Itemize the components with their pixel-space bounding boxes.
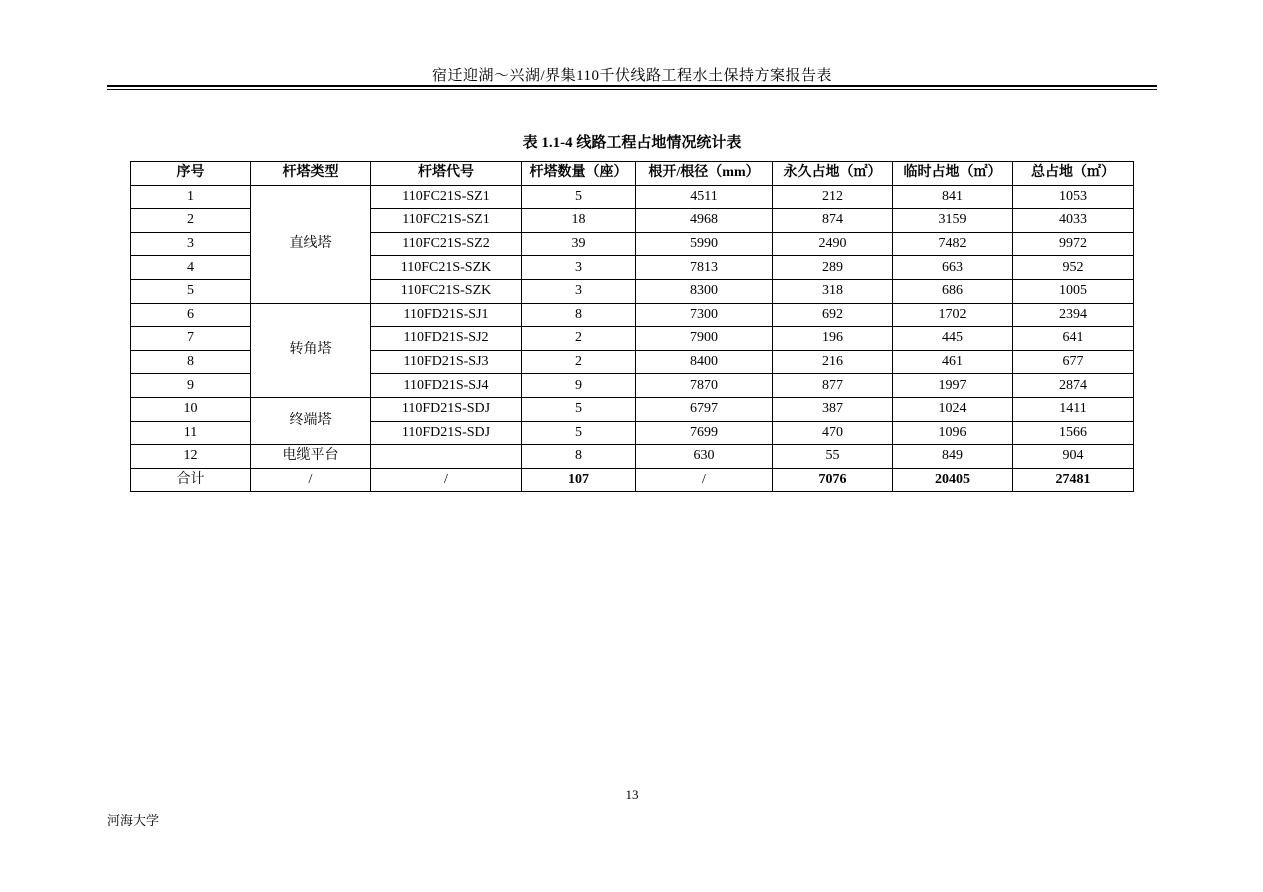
cell-permanent: 216 [773,350,893,374]
cell-temporary: 1702 [893,303,1013,327]
cell-permanent: 874 [773,209,893,233]
land-occupation-table [130,161,1134,492]
table-caption: 表 1.1-4 线路工程占地情况统计表 [522,135,742,151]
column-header: 临时占地（㎡） [893,162,1013,186]
total-count: 107 [522,468,636,492]
cell-no: 9 [131,374,251,398]
cell-code: 110FC21S-SZ1 [371,185,522,209]
cell-total: 952 [1013,256,1134,280]
cell-count: 3 [522,256,636,280]
column-header: 杆塔代号 [371,162,522,186]
cell-code: 110FD21S-SDJ [371,421,522,445]
cell-permanent: 387 [773,397,893,421]
cell-root: 5990 [636,232,773,256]
cell-code: 110FD21S-SJ3 [371,350,522,374]
cell-count: 2 [522,327,636,351]
cell-permanent: 212 [773,185,893,209]
cell-temporary: 7482 [893,232,1013,256]
cell-temporary: 849 [893,445,1013,469]
cell-no: 7 [131,327,251,351]
cell-count: 2 [522,350,636,374]
cell-permanent: 877 [773,374,893,398]
cell-code: 110FC21S-SZ1 [371,209,522,233]
cell-temporary: 445 [893,327,1013,351]
header-rule-thick [107,85,1157,87]
cell-root: 7900 [636,327,773,351]
table-row [131,185,1134,209]
cell-count: 5 [522,397,636,421]
cell-total: 1005 [1013,279,1134,303]
cell-total: 2874 [1013,374,1134,398]
cell-count: 18 [522,209,636,233]
cell-total: 904 [1013,445,1134,469]
cell-tower-type: 直线塔 [251,185,371,303]
cell-root: 4968 [636,209,773,233]
cell-no: 4 [131,256,251,280]
cell-code: 110FC21S-SZK [371,256,522,280]
column-header: 杆塔类型 [251,162,371,186]
cell-count: 5 [522,421,636,445]
cell-total: 2394 [1013,303,1134,327]
cell-tower-type: 终端塔 [251,397,371,444]
cell-root: 7699 [636,421,773,445]
cell-tower-type: 电缆平台 [251,445,371,469]
cell-no: 3 [131,232,251,256]
cell-permanent: 196 [773,327,893,351]
cell-root: 7813 [636,256,773,280]
cell-no: 11 [131,421,251,445]
cell-total: 1566 [1013,421,1134,445]
cell-count: 9 [522,374,636,398]
cell-no: 10 [131,397,251,421]
cell-permanent: 318 [773,279,893,303]
footer-organization: 河海大学 [107,813,160,828]
cell-permanent: 692 [773,303,893,327]
cell-count: 3 [522,279,636,303]
cell-permanent: 55 [773,445,893,469]
cell-total: 641 [1013,327,1134,351]
cell-root: 4511 [636,185,773,209]
total-temporary: 20405 [893,468,1013,492]
header-rule-thin [107,89,1157,90]
cell-code: 110FD21S-SDJ [371,397,522,421]
cell-code [371,445,522,469]
cell-no: 5 [131,279,251,303]
column-header: 杆塔数量（座） [522,162,636,186]
cell-temporary: 841 [893,185,1013,209]
column-header: 总占地（㎡） [1013,162,1134,186]
cell-root: 6797 [636,397,773,421]
table-total-row [131,468,1134,492]
cell-permanent: 470 [773,421,893,445]
cell-code: 110FC21S-SZK [371,279,522,303]
cell-root: 7300 [636,303,773,327]
cell-total: 9972 [1013,232,1134,256]
cell-count: 5 [522,185,636,209]
table-header-row [131,162,1134,186]
cell-no: 1 [131,185,251,209]
column-header: 序号 [131,162,251,186]
column-header: 永久占地（㎡） [773,162,893,186]
cell-root: 7870 [636,374,773,398]
cell-total: 1411 [1013,397,1134,421]
total-total: 27481 [1013,468,1134,492]
cell-permanent: 289 [773,256,893,280]
total-label: 合计 [131,468,251,492]
table-row [131,445,1134,469]
cell-temporary: 3159 [893,209,1013,233]
table-row [131,303,1134,327]
cell-root: 8300 [636,279,773,303]
cell-no: 8 [131,350,251,374]
cell-root: 630 [636,445,773,469]
cell-count: 8 [522,445,636,469]
total-root: / [636,468,773,492]
cell-temporary: 1997 [893,374,1013,398]
cell-total: 4033 [1013,209,1134,233]
cell-total: 1053 [1013,185,1134,209]
cell-count: 39 [522,232,636,256]
cell-code: 110FD21S-SJ1 [371,303,522,327]
total-type: / [251,468,371,492]
column-header: 根开/根径（mm） [636,162,773,186]
page-number: 13 [625,787,639,802]
cell-temporary: 663 [893,256,1013,280]
cell-temporary: 461 [893,350,1013,374]
table-row [131,397,1134,421]
total-permanent: 7076 [773,468,893,492]
cell-no: 6 [131,303,251,327]
total-code: / [371,468,522,492]
cell-permanent: 2490 [773,232,893,256]
cell-tower-type: 转角塔 [251,303,371,397]
cell-code: 110FD21S-SJ2 [371,327,522,351]
cell-temporary: 686 [893,279,1013,303]
cell-temporary: 1024 [893,397,1013,421]
running-header: 宿迁迎湖～兴湖/界集110千伏线路工程水土保持方案报告表 [431,68,833,84]
cell-no: 12 [131,445,251,469]
cell-total: 677 [1013,350,1134,374]
cell-code: 110FD21S-SJ4 [371,374,522,398]
cell-no: 2 [131,209,251,233]
cell-temporary: 1096 [893,421,1013,445]
cell-count: 8 [522,303,636,327]
cell-code: 110FC21S-SZ2 [371,232,522,256]
cell-root: 8400 [636,350,773,374]
